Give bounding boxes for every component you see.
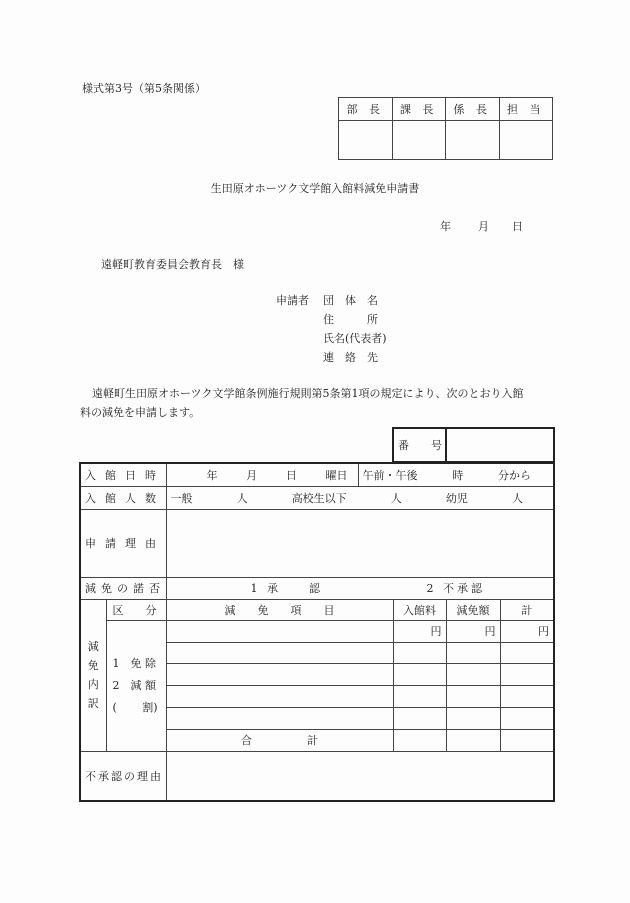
reason-row <box>80 509 554 577</box>
discount-field[interactable] <box>446 685 500 707</box>
visit-day: 日 <box>285 468 297 482</box>
visitors-label: 入館人数 <box>80 486 166 509</box>
intro-line-1: 遠軽町生田原オホーツク文学館条例施行規則第5条第1項の規定により、次のとおり入館 <box>92 387 524 400</box>
applicant-label: 申請者 <box>276 294 309 307</box>
fee-yen[interactable]: 円 <box>393 620 446 642</box>
breakdown-label-char: 免 <box>87 659 99 672</box>
item-field[interactable] <box>166 642 393 663</box>
discount-yen[interactable]: 円 <box>446 620 500 642</box>
discount-field[interactable] <box>446 663 500 685</box>
visitors-field[interactable] <box>166 486 554 509</box>
sum-discount[interactable] <box>446 729 500 751</box>
approval-stamp-table <box>338 97 553 160</box>
total-header: 計 <box>500 599 554 620</box>
page-title: 生田原オホーツク文学館入館料減免申請書 <box>210 182 420 195</box>
applicant-group-name: 団 体 名 <box>323 294 378 307</box>
item-field[interactable] <box>166 663 393 685</box>
item-header: 減 免 項 目 <box>166 599 393 620</box>
total-field[interactable] <box>500 685 554 707</box>
category-header: 区 分 <box>106 599 166 620</box>
breakdown-label <box>80 599 106 751</box>
visit-weekday: 曜日 <box>325 468 348 482</box>
approval-stamp-cell[interactable] <box>392 121 446 160</box>
number-label: 番 号 <box>393 428 446 462</box>
students-label: 高校生以下 <box>291 491 347 505</box>
fee-field[interactable] <box>393 685 446 707</box>
visit-date-field[interactable] <box>166 463 358 486</box>
visit-datetime-row <box>80 463 554 486</box>
date-year: 年 <box>440 220 451 233</box>
approval-header: 課 長 <box>392 98 446 121</box>
fee-field[interactable] <box>393 663 446 685</box>
approval-stamp-cell[interactable] <box>499 121 553 160</box>
infants-label: 幼児 <box>445 491 468 505</box>
applicant-address: 住 所 <box>323 313 378 326</box>
visit-minute: 分から <box>498 468 531 482</box>
form-number: 様式第3号（第5条関係） <box>82 82 206 95</box>
reason-label: 申請理由 <box>80 509 166 577</box>
visit-year: 年 <box>206 468 218 482</box>
approval-header: 担 当 <box>499 98 553 121</box>
breakdown-label-char: 内 <box>87 678 99 691</box>
fee-header: 入館料 <box>393 599 446 620</box>
approval-stamp-cell[interactable] <box>339 121 393 160</box>
decision-reject[interactable]: 2 不承認 <box>426 582 485 595</box>
sum-fee[interactable] <box>393 729 446 751</box>
fee-field[interactable] <box>393 642 446 663</box>
decision-field[interactable] <box>166 577 554 599</box>
applicant-representative: 氏名(代表者) <box>323 332 387 345</box>
approval-stamp-cell[interactable] <box>446 121 500 160</box>
intro-line-2: 料の減免を申請します。 <box>80 406 201 419</box>
breakdown-label-char: 訳 <box>87 697 99 710</box>
category-reduce[interactable]: 2 減 額 <box>112 678 156 692</box>
application-table <box>79 462 555 802</box>
visit-time-field[interactable] <box>358 463 554 486</box>
general-unit: 人 <box>236 491 248 505</box>
infants-unit: 人 <box>511 491 523 505</box>
visit-hour: 時 <box>452 468 464 482</box>
number-box <box>392 427 555 463</box>
rejection-field[interactable] <box>166 751 554 801</box>
category-options[interactable] <box>106 620 166 751</box>
decision-approve[interactable]: 1 承 認 <box>250 582 323 595</box>
breakdown-header-row <box>80 599 554 620</box>
visitors-row <box>80 486 554 509</box>
discount-field[interactable] <box>446 642 500 663</box>
date-day: 日 <box>512 220 523 233</box>
visit-datetime-label: 入館日時 <box>80 463 166 486</box>
decision-label: 減免の諾否 <box>80 577 166 599</box>
sum-total[interactable] <box>500 729 554 751</box>
discount-field[interactable] <box>446 707 500 729</box>
visit-ampm: 午前・午後 <box>362 468 418 482</box>
rejection-label: 不承認の理由 <box>80 751 166 801</box>
fee-field[interactable] <box>393 707 446 729</box>
item-field[interactable] <box>166 707 393 729</box>
decision-row <box>80 577 554 599</box>
total-field[interactable] <box>500 707 554 729</box>
approval-header: 部 長 <box>339 98 393 121</box>
sum-label: 合 計 <box>166 729 393 751</box>
breakdown-label-char: 減 <box>87 640 99 653</box>
visit-month: 月 <box>246 468 258 482</box>
reason-field[interactable] <box>166 509 554 577</box>
students-unit: 人 <box>390 491 402 505</box>
total-field[interactable] <box>500 642 554 663</box>
item-field[interactable] <box>166 620 393 642</box>
breakdown-row <box>80 620 554 642</box>
applicant-contact: 連 絡 先 <box>323 351 378 364</box>
total-yen[interactable]: 円 <box>500 620 554 642</box>
general-label: 一般 <box>170 491 193 505</box>
category-percent[interactable]: ( 割) <box>112 700 158 714</box>
approval-header: 係 長 <box>446 98 500 121</box>
item-field[interactable] <box>166 685 393 707</box>
rejection-row <box>80 751 554 801</box>
category-exempt[interactable]: 1 免 除 <box>112 656 156 670</box>
total-field[interactable] <box>500 663 554 685</box>
discount-header: 減免額 <box>446 599 500 620</box>
addressee: 遠軽町教育委員会教育長 様 <box>101 258 244 271</box>
number-field[interactable] <box>446 428 554 462</box>
date-month: 月 <box>478 220 489 233</box>
